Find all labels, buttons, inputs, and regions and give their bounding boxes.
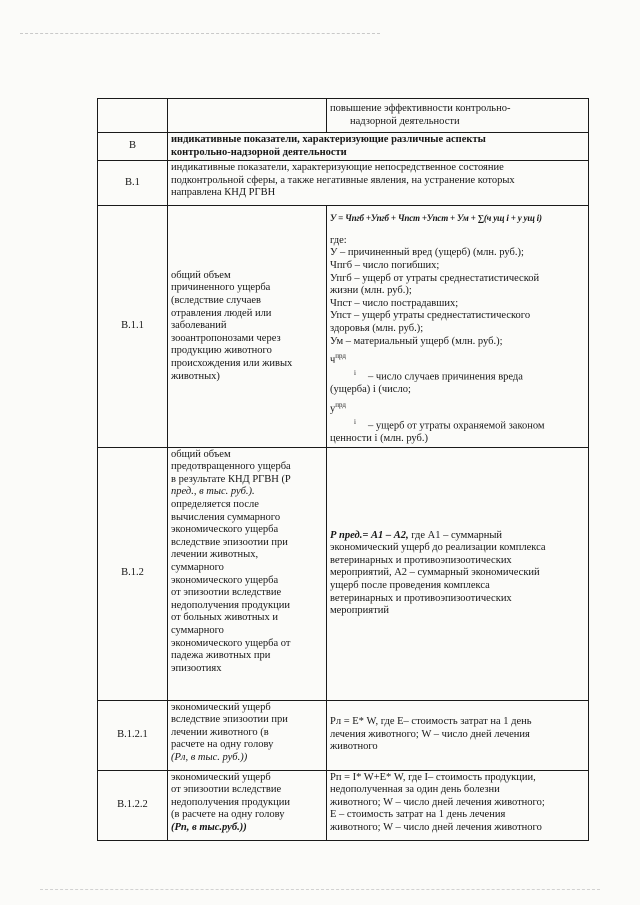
cell-code (98, 99, 168, 133)
text-line: (Рп, в тыс.руб.)) (171, 822, 247, 834)
text-line: вследствие эпизоотии при (171, 536, 288, 548)
text-line: Упгб – ущерб от утраты среднестатистической (330, 272, 540, 284)
text-line: Чпгб – число погибших; (330, 259, 440, 271)
cell-formula (327, 770, 589, 840)
text-line: здоровья (млн. руб.); (330, 322, 424, 334)
text-line: лечении животных, (171, 549, 259, 561)
text-line: животного; W – число дней лечения животного; (330, 796, 545, 808)
cell-formula (327, 700, 589, 770)
text-line: Рл = Е* W, где Е– стоимость затрат на 1 день (330, 716, 532, 728)
text-line: общий объем (171, 448, 231, 460)
text-line: животного (330, 741, 378, 753)
text-line (330, 530, 585, 543)
text-line: общий объем (171, 269, 231, 281)
text-line: экономического ущерба (171, 524, 279, 536)
text-line: суммарного (171, 625, 224, 636)
text-line: происхождения или живых (171, 357, 293, 369)
text-line: в результате КНД РГВН (Р (171, 473, 291, 485)
text-line: – ущерб от утраты охраняемой законом (367, 420, 545, 432)
cell-code: В.1.2.2 (98, 770, 168, 840)
text-line: отравления людей или (171, 307, 272, 319)
text-line: ущерб после проведения комплекса (330, 579, 490, 591)
indicator-table (97, 98, 589, 841)
cell-name (168, 206, 327, 448)
symbol-sup: прд (335, 352, 346, 361)
text-line: Рп = I* W+Е* W, где I– стоимость продукции, (330, 771, 536, 783)
text-line: причиненного ущерба (171, 282, 271, 294)
text-line: (вследствие случаев (171, 294, 261, 306)
cell-formula (327, 206, 589, 448)
text-line: индикативные показатели, характеризующие непосредственное состояние (171, 162, 504, 174)
table-row (98, 133, 589, 161)
table-row (98, 700, 589, 770)
text-line: (в расчете на одну голову (171, 809, 285, 821)
text-line: животных) (171, 370, 220, 382)
symbol-letter: ч (330, 354, 336, 366)
text-line: расчете на одну голову (171, 739, 274, 751)
text-line: продукцию животного (171, 345, 272, 357)
text-line: где: (330, 234, 347, 246)
text-line: экономического ущерба (171, 574, 279, 586)
text-line: заболеваний (171, 320, 227, 332)
text-line: вычисления суммарного (171, 511, 281, 523)
text-line: ценности i (млн. руб.) (330, 433, 429, 445)
text-line: от эпизоотии вследствие (171, 784, 282, 796)
text-line: (Рл, в тыс. руб.)) (171, 752, 248, 764)
symbol-sup: прд (335, 400, 346, 409)
text-line: жизни (млн. руб.); (330, 285, 412, 297)
symbol-sub: i (354, 369, 356, 378)
text-line: экономический ущерб (171, 771, 271, 783)
formula: У = Чпгб +Упгб + Чпст +Упст + Ум + ∑(ч ущ i + у ущ i) (330, 213, 542, 224)
text-line: ветеринарных и противоэпизоотических (330, 554, 512, 566)
text-line: суммарного (171, 562, 224, 574)
text-line: мероприятий (330, 605, 389, 617)
table-row (98, 447, 589, 700)
text-line: индикативные показатели, характеризующие различные аспекты (171, 134, 486, 145)
cell-code: В.1.1 (98, 206, 168, 448)
cell-name (168, 447, 327, 700)
text-line: где А1 – суммарный (408, 529, 503, 541)
symbol-ch (330, 350, 585, 367)
text-line: мероприятий, А2 – суммарный экономический (330, 567, 540, 579)
cell-section-title (168, 161, 589, 206)
text-line: У – причиненный вред (ущерб) (млн. руб.); (330, 247, 524, 259)
table-row (98, 770, 589, 840)
text-line: Упст – ущерб утраты среднестатистического (330, 310, 531, 322)
text-line: экономический ущерб до реализации комплекса (330, 542, 546, 554)
text-line: повышение эффективности контрольно- (330, 102, 511, 114)
table-row (98, 161, 589, 206)
text-line: недополучения продукции (171, 796, 290, 808)
symbol-letter: у (330, 403, 336, 415)
text-line: зооантропонозами через (171, 332, 281, 344)
text-line: – число случаев причинения вреда (367, 371, 523, 383)
cell-code: В.1 (98, 161, 168, 206)
cell-formula (327, 447, 589, 700)
text-line (330, 367, 585, 384)
text-line: Чпст – число пострадавших; (330, 297, 459, 309)
text-line: подконтрольной сферы, а также негативные явления, на устранение которых (171, 174, 515, 186)
text-line: эпизоотиях (171, 662, 222, 674)
scan-artifact-bottom (40, 889, 600, 891)
text-line: экономического ущерба от (171, 637, 291, 649)
cell-name (168, 700, 327, 770)
text-line: (ущерба) i (число; (330, 384, 411, 396)
text-line: падежа животных при (171, 650, 271, 662)
text-line: направлена КНД РГВН (171, 187, 276, 199)
text-line: экономический ущерб (171, 701, 271, 713)
text-line: недополучения продукции (171, 599, 290, 611)
cell-code: В.1.2 (98, 447, 168, 700)
text-line: предотвращенного ущерба (171, 461, 291, 473)
text-line (330, 416, 585, 433)
text-line: надзорной деятельности (350, 115, 460, 127)
text-line: пред., в тыс. руб.). (171, 486, 255, 498)
cell-code: В (98, 133, 168, 161)
scan-artifact-top (20, 33, 380, 35)
cell-section-title (168, 133, 589, 161)
text-line: животного; W – число дней лечения животного (330, 822, 542, 834)
symbol-sub: i (354, 418, 356, 426)
text-line: лечении животного (в (171, 726, 269, 738)
cell-name (168, 770, 327, 840)
formula: Р пред.= А1 – А2, (330, 529, 409, 541)
text-line: недополученная за один день болезни (330, 784, 500, 796)
cell-description (327, 99, 589, 133)
text-line: ветеринарных и противоэпизоотических (330, 592, 512, 604)
text-line: от больных животных и (171, 612, 278, 624)
text-line: контрольно-надзорной деятельности (171, 146, 347, 158)
cell-name (168, 99, 327, 133)
text-line: от эпизоотии вследствие (171, 587, 282, 599)
table-row (98, 99, 589, 133)
cell-code: В.1.2.1 (98, 700, 168, 770)
text-line: Ум – материальный ущерб (млн. руб.); (330, 335, 503, 347)
text-line: определяется после (171, 499, 259, 511)
text-line: вследствие эпизоотии при (171, 714, 288, 726)
text-line: Е – стоимость затрат на 1 день лечения (330, 809, 506, 821)
symbol-u (330, 399, 585, 416)
text-line: лечения животного; W – число дней лечения (330, 728, 530, 740)
table-row (98, 206, 589, 448)
